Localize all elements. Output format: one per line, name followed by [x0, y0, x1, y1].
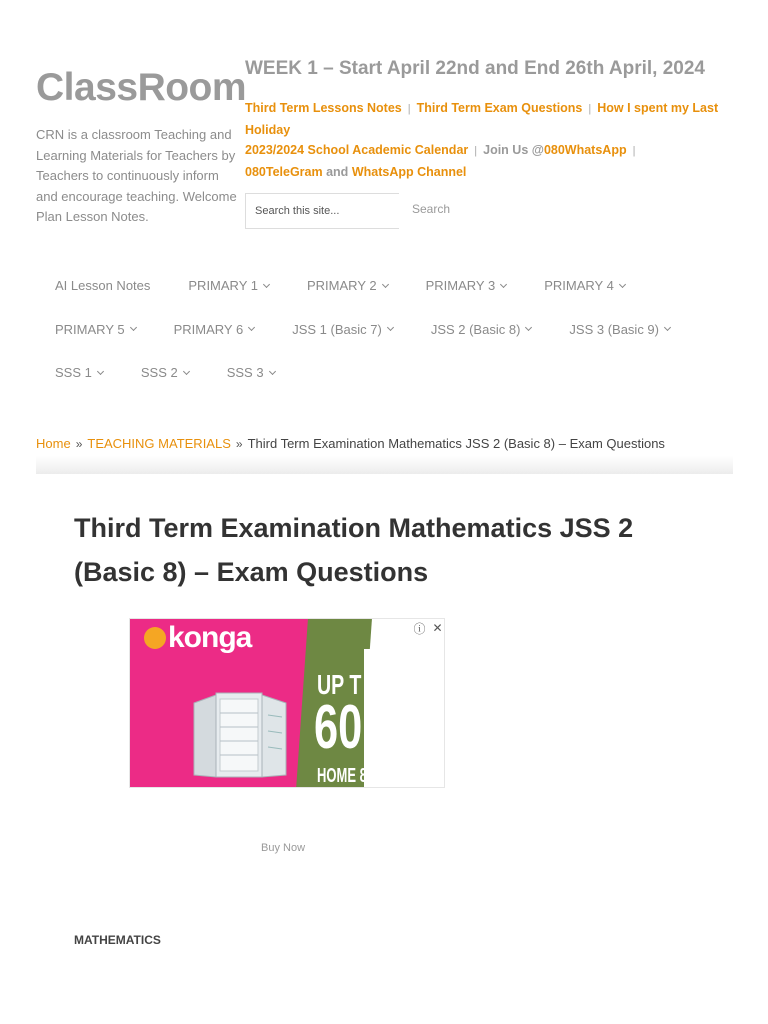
nav-item[interactable] — [426, 278, 507, 293]
smile-icon — [144, 627, 166, 649]
nav-item-label: PRIMARY 2 — [307, 278, 377, 294]
ad-white-panel — [364, 649, 445, 788]
breadcrumb-separator: » — [75, 437, 83, 451]
nav-item-label: PRIMARY 3 — [425, 278, 496, 294]
section-heading: MATHEMATICS — [74, 933, 161, 947]
nav-item[interactable] — [55, 365, 103, 380]
site-title[interactable]: ClassRoom — [36, 66, 247, 109]
link-whatsapp-channel[interactable]: WhatsApp Channel — [351, 164, 467, 179]
nav-item-label: JSS 1 (Basic 7) — [292, 321, 382, 337]
chevron-down-icon — [263, 281, 270, 288]
and-text: and — [326, 164, 349, 179]
week-banner: WEEK 1 – Start April 22nd and End 26th April, 2024 — [245, 58, 705, 79]
nav-item[interactable] — [227, 365, 275, 380]
search-input[interactable] — [246, 194, 404, 228]
chevron-down-icon — [387, 324, 394, 331]
nav-item-label: JSS 2 (Basic 8) — [430, 321, 521, 337]
nav-row — [55, 308, 735, 352]
nav-item-label: SSS 3 — [226, 365, 264, 381]
nav-item-label: SSS 1 — [55, 365, 92, 381]
konga-logo — [144, 621, 251, 655]
fridge-image — [186, 691, 294, 781]
chevron-down-icon — [97, 368, 104, 375]
chevron-down-icon — [269, 368, 276, 375]
nav-row — [55, 351, 735, 395]
breadcrumb-home[interactable]: Home — [36, 436, 71, 451]
search-box — [245, 193, 399, 229]
breadcrumb — [36, 436, 665, 451]
nav-item-label: PRIMARY 6 — [173, 321, 244, 337]
page-title: Third Term Examination Mathematics JSS 2 (Basic 8) – Exam Questions — [74, 513, 634, 587]
nav-item-label: PRIMARY 4 — [544, 278, 614, 294]
nav-item[interactable] — [307, 278, 388, 293]
breadcrumb-category[interactable]: TEACHING MATERIALS — [87, 436, 231, 451]
breadcrumb-current: Third Term Examination Mathematics JSS 2 (Basic 8) – Exam Questions — [247, 436, 665, 451]
advertisement-banner[interactable] — [129, 618, 445, 788]
ad-big-text: 60 — [314, 693, 363, 762]
nav-item-label: PRIMARY 5 — [55, 321, 125, 337]
join-us-text: Join Us @ — [483, 143, 544, 157]
main-nav — [55, 264, 735, 395]
chevron-down-icon — [500, 281, 507, 288]
nav-item[interactable] — [188, 278, 269, 293]
nav-item[interactable] — [55, 322, 136, 337]
header-links — [245, 98, 735, 182]
link-telegram[interactable]: 080TeleGram — [245, 164, 323, 179]
nav-item[interactable] — [431, 322, 532, 337]
chevron-down-icon — [525, 324, 532, 331]
nav-item[interactable] — [544, 278, 625, 293]
nav-item-label: JSS 3 (Basic 9) — [569, 321, 659, 337]
buy-now-link[interactable]: Buy Now — [261, 842, 306, 854]
chevron-down-icon — [382, 281, 389, 288]
nav-item[interactable] — [569, 322, 670, 337]
ad-brand: konga — [168, 621, 252, 654]
site-description: CRN is a classroom Teaching and Learning Materials for Teachers by Teachers to continuously inform and encourage teaching. Welcome Plan Lesson Notes. — [36, 127, 237, 224]
chevron-down-icon — [130, 324, 137, 331]
nav-item[interactable] — [141, 365, 189, 380]
nav-item-label: SSS 2 — [140, 365, 178, 381]
chevron-down-icon — [183, 368, 190, 375]
chevron-down-icon — [664, 324, 671, 331]
close-icon[interactable]: ✕ — [432, 621, 443, 635]
link-separator: | — [632, 145, 636, 157]
link-separator: | — [474, 145, 478, 157]
chevron-down-icon — [619, 281, 626, 288]
header-divider — [36, 456, 733, 474]
nav-item[interactable] — [55, 278, 150, 293]
link-separator: | — [588, 103, 592, 115]
chevron-down-icon — [248, 324, 255, 331]
info-icon[interactable]: ⓘ — [413, 621, 426, 636]
nav-item[interactable] — [174, 322, 255, 337]
nav-item[interactable] — [292, 322, 393, 337]
ad-controls — [410, 619, 445, 637]
link-separator: | — [407, 103, 411, 115]
ad-subtext: HOME 8 — [317, 765, 367, 787]
link-exam-questions[interactable]: Third Term Exam Questions — [416, 101, 583, 115]
nav-row — [55, 264, 735, 308]
link-lessons-notes[interactable]: Third Term Lessons Notes — [245, 101, 402, 115]
link-calendar[interactable]: 2023/2024 School Academic Calendar — [245, 143, 469, 157]
ad-headline: UP T — [317, 669, 362, 700]
nav-item-label: PRIMARY 1 — [188, 278, 258, 294]
breadcrumb-separator: » — [235, 437, 243, 451]
link-holiday[interactable]: How I spent my Last Holiday — [245, 101, 719, 137]
nav-item-label: AI Lesson Notes — [55, 278, 151, 294]
link-whatsapp[interactable]: 080WhatsApp — [543, 143, 627, 157]
search-button[interactable]: Search — [412, 202, 451, 216]
